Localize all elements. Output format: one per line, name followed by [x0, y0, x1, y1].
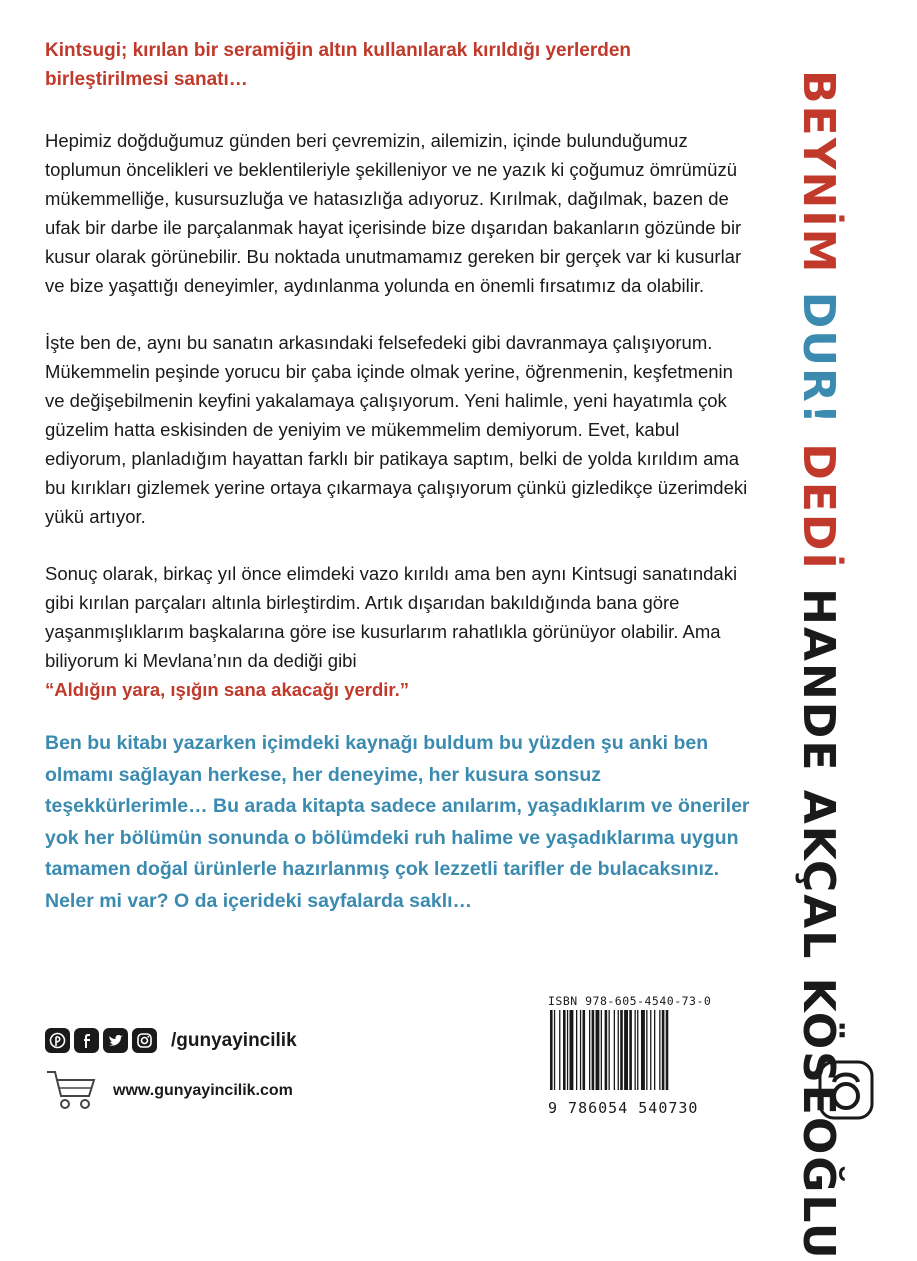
paragraph-3	[45, 559, 750, 704]
mevlana-quote: “Aldığın yara, ışığın sana akacağı yerdir.”	[45, 679, 409, 700]
social-handle[interactable]: /gunyayincilik	[171, 1029, 297, 1051]
website-link[interactable]: www.gunyayincilik.com	[113, 1082, 293, 1099]
isbn-label: ISBN 978-605-4540-73-0	[548, 994, 712, 1008]
barcode-icon	[548, 1008, 728, 1092]
isbn-barcode	[548, 994, 728, 1124]
closing-paragraph: Ben bu kitabı yazarken içimdeki kaynağı buldum bu yüzden şu anki ben olmamı sağlayan herkese, her deneyime, her kusura sonsuz teşekkürlerimle… Bu arada kitapta sadece anılarım, yaşadıklarım ve öneriler yok her bölümün sonunda o bölümdeki ruh halime ve yaşadıklarıma uygun tamamen doğal ürünlerle hazırlanmış çok lezzetli tarifler de bulacaksınız. Neler mi var? O da içerideki sayfalarda saklı…	[45, 732, 750, 912]
publisher-logo-icon	[818, 1060, 874, 1120]
barcode-number: 9 786054 540730	[548, 1099, 699, 1117]
instagram-icon[interactable]	[132, 1028, 157, 1053]
title-word-2: DUR!	[793, 291, 844, 426]
twitter-icon[interactable]	[103, 1028, 128, 1053]
title-word-3: DEDİ	[793, 443, 844, 571]
title-word-1: BEYNİM	[793, 70, 844, 275]
intro-heading: Kintsugi; kırılan bir seramiğin altın kullanılarak kırıldığı yerlerden birleştirilmesi sanatı…	[45, 40, 632, 90]
author-name: HANDE AKÇAL KÖSEOĞLU	[793, 588, 844, 1261]
pinterest-icon[interactable]	[45, 1028, 70, 1053]
back-cover-text	[45, 36, 750, 917]
paragraph-3-text: Sonuç olarak, birkaç yıl önce elimdeki vazo kırıldı ama ben aynı Kintsugi sanatındaki gibi kırılan parçaları altınla birleştirdim. Artık dışarıdan bakıldığında bana göre yaşanmışlıklarım başkalarına göre ise kusurlarım rahatlıkla görünüyor olabilir. Ama biliyorum ki Mevlana’nın da dediği gibi	[45, 563, 738, 671]
social-links	[45, 1028, 297, 1053]
paragraph-2: İşte ben de, aynı bu sanatın arkasındaki felsefedeki gibi davranmaya çalışıyorum. Mükemmelin peşinde yorucu bir çaba içinde olmak yerine, öğrenmenin, keşfetmenin ve değişebilmenin keyfini yakalamaya çalışıyorum. Yeni halimle, yeni hayatımla çok güzelim hatta eskisinden de yeniyim ve mükemmelim demiyorum. Evet, kabul ediyorum, planladığım hayattan farklı bir patikaya saptım, belki de yolda kırıldım ama bu kırıkları gizlemek yerine ortaya çıkarmaya çalışıyorum çünkü gizledikçe üzerimdeki yükü artıyor.	[45, 332, 748, 527]
shopping-cart-icon	[45, 1068, 97, 1114]
paragraph-1: Hepimiz doğduğumuz günden beri çevremizin, ailemizin, içinde bulunduğumuz toplumun öncelikleri ve beklentileriyle şekilleniyor ve ne yazık ki çoğumuz ömrümüzü mükemmelliğe, kusursuzluğa ve hatasızlığa adıyoruz. Kırılmak, dağılmak, bazen de ufak bir darbe ile parçalanmak hayat içerisinde bize dışarıdan bakanların gözünde bir kusur olarak görünebilir. Bu noktada unutmamamız gereken bir gerçek var ki kusurlar ve bize yaşattığı deneyimler, aydınlanma yolunda en önemli fırsatımız da olabilir.	[45, 130, 742, 296]
facebook-icon[interactable]	[74, 1028, 99, 1053]
spine-title	[793, 70, 868, 1261]
website-row	[45, 1068, 293, 1114]
